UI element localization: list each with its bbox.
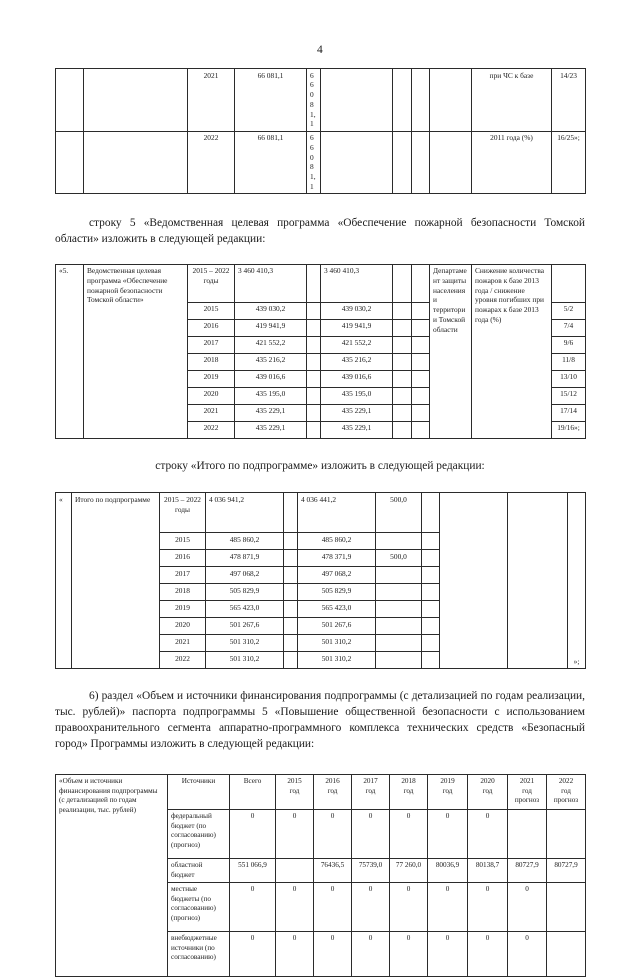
cell-year: 2018 [160, 584, 206, 601]
cell-value-3: 419 941,9 [321, 319, 393, 336]
cell-value-2 [284, 584, 298, 601]
cell-value-2 [307, 336, 321, 353]
cell-value-2 [307, 319, 321, 336]
cell-total: 0 [230, 883, 276, 932]
header-year-line2: год [403, 786, 414, 795]
cell-value-5 [412, 404, 430, 421]
cell-value-1: 66 081,1 [235, 69, 307, 132]
cell-year: 2020 [188, 387, 235, 404]
header-year-line1: 2019 [440, 777, 455, 786]
cell-target-value: 13/10 [552, 370, 586, 387]
cell-target-value: 5/2 [552, 302, 586, 319]
cell-close-quote: »; [568, 493, 586, 669]
cell-value-5 [422, 618, 440, 635]
cell-blank [430, 69, 472, 132]
header-year-line3: прогноз [553, 796, 579, 805]
cell-target-value [552, 264, 586, 302]
cell-source-name: областной бюджет [168, 859, 230, 883]
cell-year-2020: 0 [468, 883, 508, 932]
cell-value-5 [422, 533, 440, 550]
table-row [56, 131, 586, 194]
cell-value-1: 505 829,9 [206, 584, 284, 601]
cell-programme-title: Ведомственная целевая программа «Обеспечение пожарной безопасности Томской области» [84, 264, 188, 438]
header-total: Всего [230, 775, 276, 810]
cell-value-2 [284, 635, 298, 652]
cell-year-2016: 0 [314, 810, 352, 859]
cell-value-4 [376, 533, 422, 550]
page-number: 4 [317, 44, 323, 56]
cell-col2 [84, 131, 188, 194]
header-year-line1: 2015 [287, 777, 302, 786]
cell-value-5 [412, 336, 430, 353]
cell-target-value: 14/23 [552, 69, 586, 132]
cell-open-quote: « [56, 493, 72, 669]
cell-value-2 [307, 370, 321, 387]
cell-target-value: 19/16»; [552, 421, 586, 438]
cell-value-3: 439 030,2 [321, 302, 393, 319]
cell-year-2016: 0 [314, 883, 352, 932]
header-year-line2: год [365, 786, 376, 795]
cell-value-5 [412, 370, 430, 387]
cell-value-1: 439 030,2 [235, 302, 307, 319]
cell-year: 2022 [188, 131, 235, 194]
paragraph-stroku-5: строку 5 «Ведомственная целевая программа «Обеспечение пожарной безопасности Томской области» изложить в следующей редакции: [55, 217, 585, 245]
cell-value-1: 478 871,9 [206, 550, 284, 567]
cell-year-2017: 0 [352, 883, 390, 932]
header-year-line2: год [442, 786, 453, 795]
header-year-line2: год [482, 786, 493, 795]
cell-total: 551 066,9 [230, 859, 276, 883]
cell-year: 2019 [188, 370, 235, 387]
cell-value-1: 565 423,0 [206, 601, 284, 618]
cell-total: 0 [230, 810, 276, 859]
cell-value-4 [393, 421, 412, 438]
cell-value-3: 485 860,2 [298, 533, 376, 550]
paragraph-stroku-itogo: строку «Итого по подпрограмме» изложить в следующей редакции: [155, 459, 485, 472]
cell-year-2015: 0 [276, 883, 314, 932]
cell-year-2021: 0 [508, 883, 547, 932]
cell-value-5 [422, 567, 440, 584]
cell-value-1: 435 229,1 [235, 421, 307, 438]
cell-year: 2020 [160, 618, 206, 635]
cell-value-3 [321, 69, 393, 132]
header-year-line1: 2021 [519, 777, 535, 786]
cell-target-value: 16/25»; [552, 131, 586, 194]
cell-value-4 [393, 264, 412, 302]
cell-year: 2022 [188, 421, 235, 438]
cell-year: 2016 [160, 550, 206, 567]
cell-value-4 [393, 353, 412, 370]
cell-col1 [56, 131, 84, 194]
header-year-line1: 2018 [401, 777, 416, 786]
cell-subprogramme-title: Итого по подпрограмме [72, 493, 160, 669]
cell-year: 2016 [188, 319, 235, 336]
cell-executor-blank [440, 493, 508, 669]
cell-year: 2021 [160, 635, 206, 652]
header-year-2021 [508, 775, 547, 810]
cell-year-2015: 0 [276, 932, 314, 977]
cell-value-3: 3 460 410,3 [321, 264, 393, 302]
cell-target-value: 17/14 [552, 404, 586, 421]
cell-source-name: внебюджетные источники (по согласованию) [168, 932, 230, 977]
cell-value-3: 435 195,0 [321, 387, 393, 404]
cell-value-2 [307, 302, 321, 319]
cell-value-5 [422, 550, 440, 567]
vedomstvennaya-programma-table [55, 264, 586, 439]
cell-value-4 [393, 404, 412, 421]
cell-value-3: 421 552,2 [321, 336, 393, 353]
cell-value-5 [412, 421, 430, 438]
cell-year-2016: 76436,5 [314, 859, 352, 883]
header-year-2015 [276, 775, 314, 810]
cell-value-1: 435 216,2 [235, 353, 307, 370]
cell-executor: Департамент защиты населения и территории Томской области [430, 264, 472, 438]
cell-target-value: 7/4 [552, 319, 586, 336]
cell-year: 2022 [160, 652, 206, 669]
cell-value-2 [284, 618, 298, 635]
cell-year: 2018 [188, 353, 235, 370]
cell-year-2018: 77 260,0 [390, 859, 428, 883]
cell-value-3: 435 229,1 [321, 421, 393, 438]
cell-value-3 [321, 131, 393, 194]
cell-value-4 [393, 387, 412, 404]
cell-value-5 [412, 69, 430, 132]
cell-value-2 [284, 493, 298, 533]
table-row [56, 493, 586, 533]
cell-value-2 [284, 550, 298, 567]
cell-value-4 [376, 567, 422, 584]
cell-year-2017: 0 [352, 810, 390, 859]
cell-value-4 [393, 319, 412, 336]
cell-indicator: Снижение количества пожаров к базе 2013 года / снижение уровня погибших при пожарах к базе 2013 года (%) [472, 264, 552, 438]
cell-blank [430, 131, 472, 194]
header-year-line1: 2016 [325, 777, 340, 786]
cell-year-2022 [547, 810, 586, 859]
cell-year: 2017 [188, 336, 235, 353]
cell-year-2021: 0 [508, 932, 547, 977]
cell-value-1: 3 460 410,3 [235, 264, 307, 302]
cell-year: 2021 [188, 404, 235, 421]
cell-col1 [56, 69, 84, 132]
cell-value-1: 501 310,2 [206, 652, 284, 669]
cell-value-2: 66 081,1 [307, 69, 321, 132]
cell-value-3: 501 310,2 [298, 652, 376, 669]
cell-indicator-blank [508, 493, 568, 669]
paragraph-razdel-6: 6) раздел «Объем и источники финансирования подпрограммы (с детализацией по годам реализации, тыс. рублей)» паспорта подпрограммы 5 «Повышение общественной безопасности с использованием правоохранительного сегмента аппаратно-программного комплекса технических средств «Безопасный город» Программы изложить в следующей редакции: [55, 690, 585, 750]
table-row [56, 264, 586, 302]
header-year-2016 [314, 775, 352, 810]
cell-value-1: 435 229,1 [235, 404, 307, 421]
cell-year: 2015 [160, 533, 206, 550]
itogo-po-podprogramme-table [55, 492, 586, 669]
cell-year-2020: 0 [468, 932, 508, 977]
cell-value-2 [307, 264, 321, 302]
cell-value-2 [284, 601, 298, 618]
cell-year-2019: 0 [428, 883, 468, 932]
cell-value-2 [284, 567, 298, 584]
cell-indicator: при ЧС к базе [472, 69, 552, 132]
cell-total: 0 [230, 932, 276, 977]
cell-year: 2017 [160, 567, 206, 584]
cell-value-1: 497 068,2 [206, 567, 284, 584]
cell-year-2020: 0 [468, 810, 508, 859]
cell-value-1: 439 016,6 [235, 370, 307, 387]
cell-year: 2015 [188, 302, 235, 319]
cell-value-5 [422, 584, 440, 601]
cell-value-3: 505 829,9 [298, 584, 376, 601]
table-row [56, 69, 586, 132]
cell-value-2: 66 081,1 [307, 131, 321, 194]
cell-year-2019: 0 [428, 810, 468, 859]
cell-value-1: 435 195,0 [235, 387, 307, 404]
cell-year: 2015 – 2022 годы [160, 493, 206, 533]
cell-year-2017: 0 [352, 932, 390, 977]
cell-value-3: 435 216,2 [321, 353, 393, 370]
cell-value-5 [412, 387, 430, 404]
cell-year-2018: 0 [390, 883, 428, 932]
cell-year-2020: 80138,7 [468, 859, 508, 883]
header-year-line3: прогноз [514, 796, 540, 805]
cell-row-number: «5. [56, 264, 84, 438]
cell-value-4 [376, 618, 422, 635]
cell-year-2015: 0 [276, 810, 314, 859]
cell-value-4 [376, 584, 422, 601]
cell-value-1: 501 310,2 [206, 635, 284, 652]
cell-value-3: 4 036 441,2 [298, 493, 376, 533]
cell-year: 2021 [188, 69, 235, 132]
cell-value-4 [393, 69, 412, 132]
cell-value-5 [412, 131, 430, 194]
header-year-line1: 2017 [363, 777, 378, 786]
cell-year-2018: 0 [390, 810, 428, 859]
cell-value-4 [376, 635, 422, 652]
cell-value-4 [393, 370, 412, 387]
cell-year-2017: 75739,0 [352, 859, 390, 883]
cell-value-5 [422, 601, 440, 618]
header-year-2020 [468, 775, 508, 810]
table-header-row [56, 775, 586, 810]
cell-value-1: 501 267,6 [206, 618, 284, 635]
cell-value-1: 66 081,1 [235, 131, 307, 194]
cell-source-name: федеральный бюджет (по согласованию) (прогноз) [168, 810, 230, 859]
cell-target-value: 9/6 [552, 336, 586, 353]
header-year-line2: год [289, 786, 300, 795]
cell-value-5 [412, 319, 430, 336]
cell-value-3: 501 310,2 [298, 635, 376, 652]
cell-year-2019: 80036,9 [428, 859, 468, 883]
cell-value-4 [376, 601, 422, 618]
header-year-line2: год [522, 786, 532, 795]
cell-year-2021: 80727,9 [508, 859, 547, 883]
cell-value-3: 565 423,0 [298, 601, 376, 618]
cell-col2 [84, 69, 188, 132]
header-year-2019 [428, 775, 468, 810]
cell-value-4: 500,0 [376, 493, 422, 533]
cell-value-4 [393, 336, 412, 353]
cell-value-5 [422, 493, 440, 533]
cell-value-1: 485 860,2 [206, 533, 284, 550]
cell-year-2018: 0 [390, 932, 428, 977]
cell-value-5 [422, 652, 440, 669]
obem-i-istochniki-finansirovaniya-table [55, 774, 586, 977]
continuation-table-top [55, 68, 586, 194]
header-sources: Источники [168, 775, 230, 810]
cell-value-3: 435 229,1 [321, 404, 393, 421]
cell-year-2022: 80727,9 [547, 859, 586, 883]
cell-value-4 [393, 131, 412, 194]
cell-source-name: местные бюджеты (по согласованию) (прогноз) [168, 883, 230, 932]
cell-value-2 [284, 652, 298, 669]
cell-year-2021 [508, 810, 547, 859]
cell-value-3: 497 068,2 [298, 567, 376, 584]
cell-value-4 [393, 302, 412, 319]
cell-value-3: 439 016,6 [321, 370, 393, 387]
cell-value-2 [307, 387, 321, 404]
cell-year: 2019 [160, 601, 206, 618]
header-year-2018 [390, 775, 428, 810]
cell-value-2 [307, 353, 321, 370]
cell-indicator: 2011 года (%) [472, 131, 552, 194]
cell-value-4 [376, 652, 422, 669]
cell-value-5 [422, 635, 440, 652]
cell-value-2 [307, 404, 321, 421]
cell-year-2016: 0 [314, 932, 352, 977]
header-year-line1: 2020 [480, 777, 495, 786]
cell-target-value: 15/12 [552, 387, 586, 404]
cell-year: 2015 – 2022 годы [188, 264, 235, 302]
cell-value-1: 421 552,2 [235, 336, 307, 353]
cell-value-4: 500,0 [376, 550, 422, 567]
cell-target-value: 11/8 [552, 353, 586, 370]
cell-value-5 [412, 302, 430, 319]
cell-year-2019: 0 [428, 932, 468, 977]
header-year-line1: 2022 [558, 777, 574, 786]
cell-year-2022 [547, 883, 586, 932]
cell-value-3: 501 267,6 [298, 618, 376, 635]
cell-value-1: 4 036 941,2 [206, 493, 284, 533]
cell-year-2015 [276, 859, 314, 883]
cell-section-title: «Объем и источники финансирования подпрограммы (с детализацией по годам реализации, тыс. рублей) [56, 775, 168, 977]
header-year-2022 [547, 775, 586, 810]
cell-year-2022 [547, 932, 586, 977]
cell-value-5 [412, 353, 430, 370]
header-year-2017 [352, 775, 390, 810]
cell-value-3: 478 371,9 [298, 550, 376, 567]
header-year-line2: год [327, 786, 338, 795]
cell-value-1: 419 941,9 [235, 319, 307, 336]
cell-value-5 [412, 264, 430, 302]
cell-value-2 [284, 533, 298, 550]
header-year-line2: год [561, 786, 571, 795]
cell-value-2 [307, 421, 321, 438]
